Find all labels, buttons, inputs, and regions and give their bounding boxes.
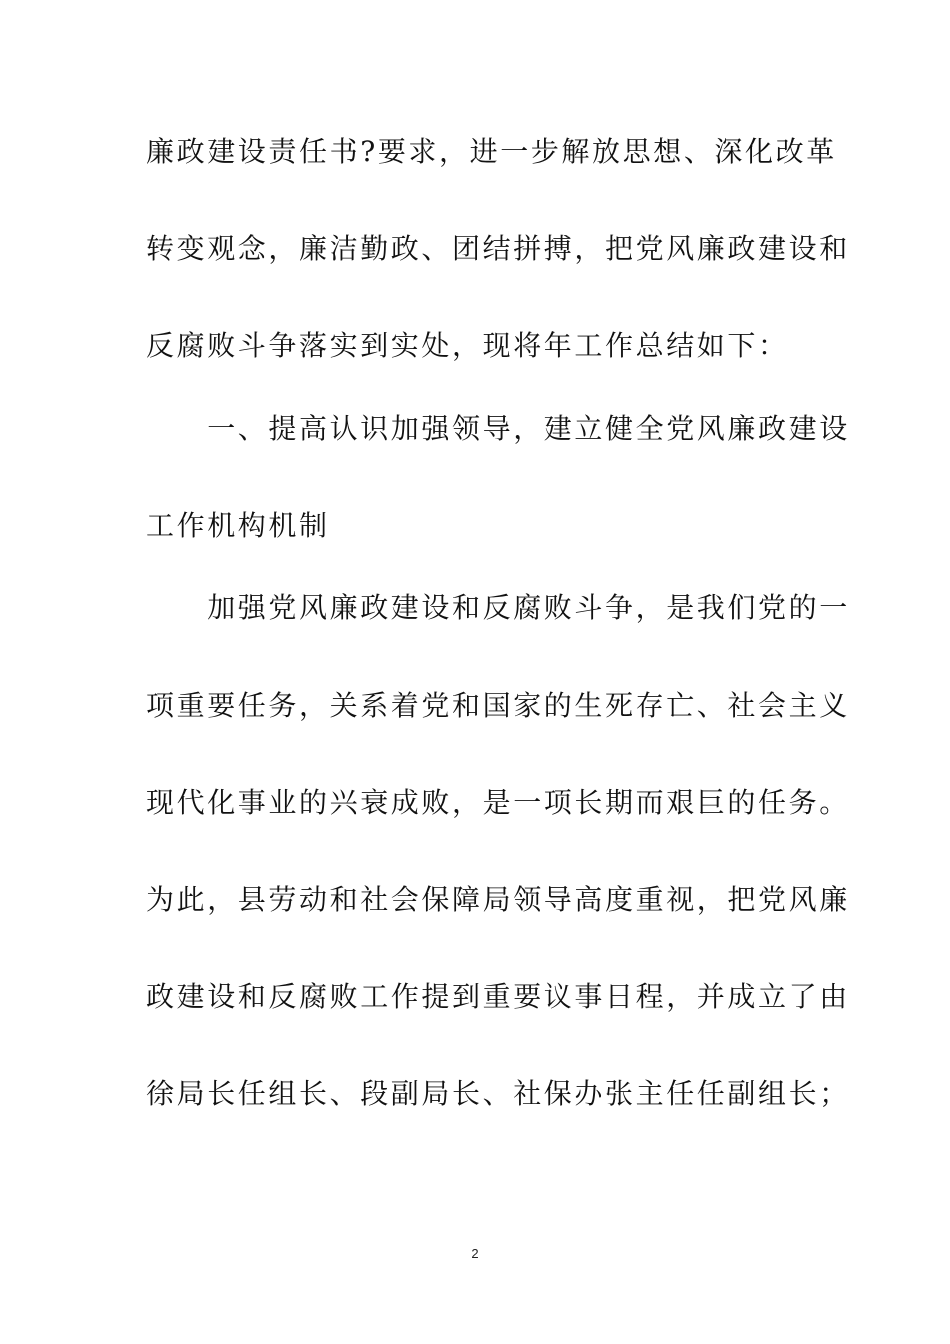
body-text-line: 加强党风廉政建设和反腐败斗争，是我们党的一 [146,591,850,624]
body-text-line: 徐局长任组长、段副局长、社保办张主任任副组长； [146,1077,850,1110]
page-number: 2 [471,1246,479,1261]
body-text-line: 转变观念，廉洁勤政、团结拼搏，把党风廉政建设和 [146,232,850,265]
section-heading-line: 一、提高认识加强领导，建立健全党风廉政建设 [146,412,850,445]
section-heading-line: 工作机构机制 [146,509,330,542]
body-text-line: 反腐败斗争落实到实处，现将年工作总结如下： [146,329,789,362]
body-text-line: 政建设和反腐败工作提到重要议事日程，并成立了由 [146,980,850,1013]
body-text-line: 为此，县劳动和社会保障局领导高度重视，把党风廉 [146,883,850,916]
body-text-line: 廉政建设责任书?要求，进一步解放思想、深化改革 [146,135,837,168]
body-text-line: 现代化事业的兴衰成败，是一项长期而艰巨的任务。 [146,786,850,819]
body-text-line: 项重要任务，关系着党和国家的生死存亡、社会主义 [146,689,850,722]
